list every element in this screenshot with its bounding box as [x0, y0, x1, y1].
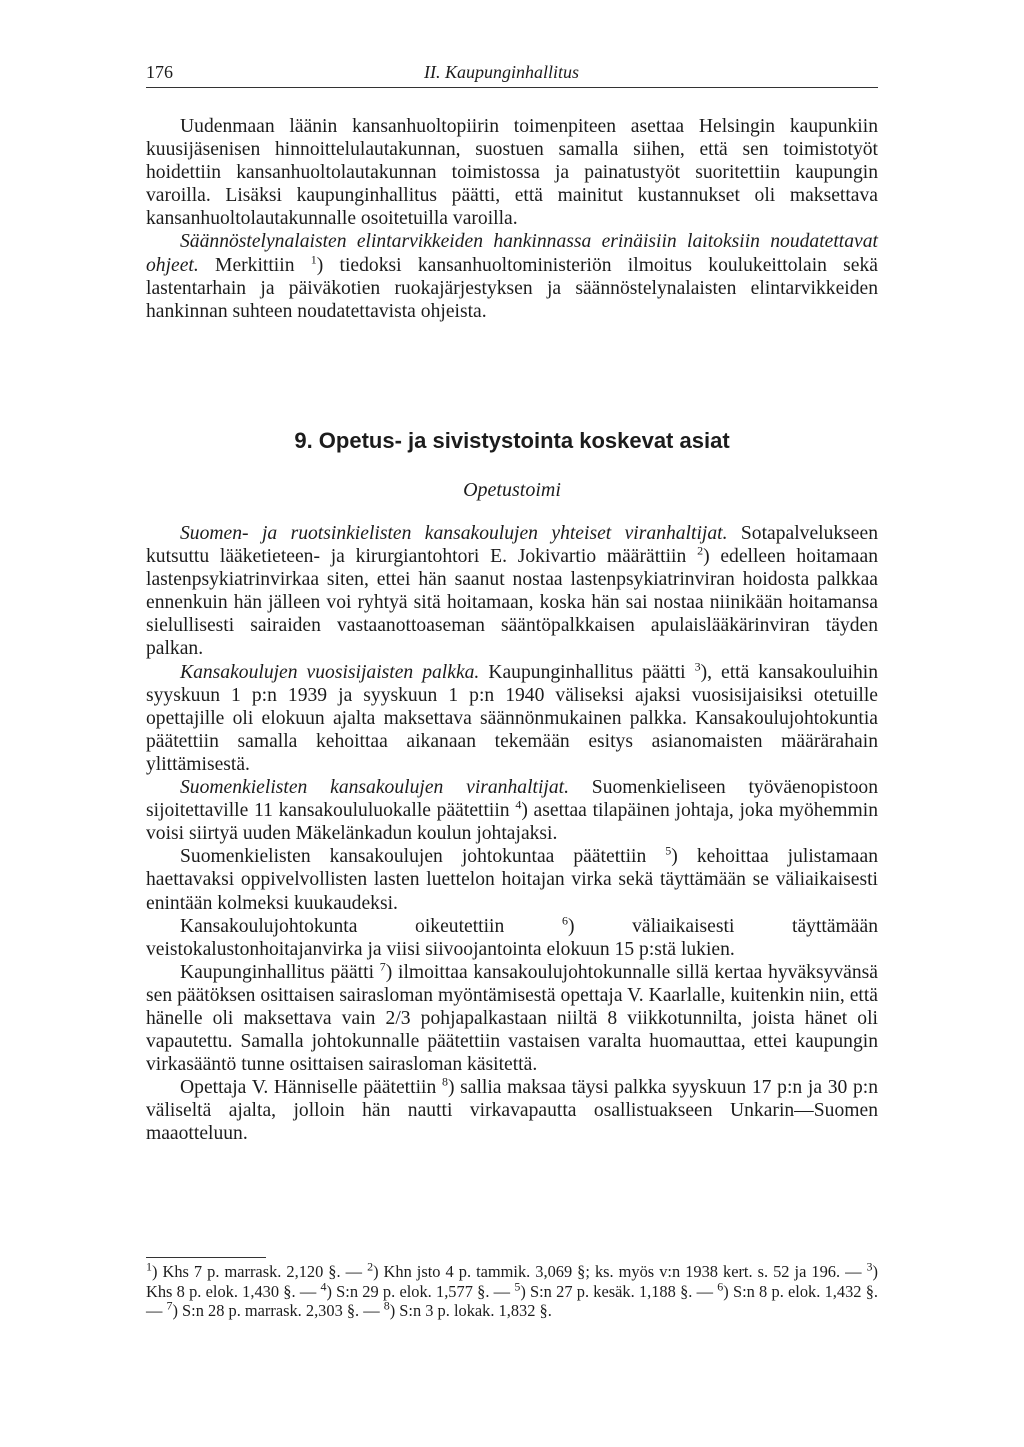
- page-number: 176: [146, 62, 173, 82]
- footnote-text: ) S:n 28 p. marrask. 2,303 §. —: [172, 1301, 384, 1320]
- paragraph-hinnoittelulautakunta: Uudenmaan läänin kansanhuoltopiirin toimenpiteen asettaa Helsingin kaupunkiin kuusijäsenisen hinnoittelulautakunnan, suostuen samalla siihen, että sen toimistotyöt hoidettiin kansanhuoltolautakunnan toimistossa ja painatustyöt suoritettiin kaupungin varoilla. Lisäksi kaupunginhallitus päätti, että mainitut kustannukset oli maksettava kansanhuoltolautakunnalle osoitetuilla varoilla.: [146, 116, 878, 230]
- footnote-text: ) S:n 27 p. kesäk. 1,188 §. —: [520, 1281, 718, 1301]
- paragraph-text: ) kehoittaa julistamaan haettavaksi oppivelvollisten lasten luettelon hoitajan virka sekä täyttämään se väliaikaisesti enintään kolmeksi kuukaudeksi.: [146, 846, 878, 914]
- paragraph-heading: Suomenkielisten kansakoulujen viranhaltijat.: [180, 777, 569, 799]
- footnote-mark: 5: [514, 1279, 521, 1294]
- footnote-ref: 3: [694, 659, 701, 674]
- paragraph-text: ) väliaikaisesti täyttämään veistokalustonhoitajanvirka ja viisi siivoojantointa elokuun 15 p:stä lukien.: [146, 915, 878, 960]
- footnote-text: ) S:n 3 p. lokak. 1,832 §.: [389, 1301, 552, 1320]
- footnote-mark: 3: [866, 1259, 873, 1274]
- paragraph-text: ) ilmoittaa kansakoulujohtokunnalle sillä kertaa hyväksyvänsä sen päätöksen osittaisen sairasloman myöntämisestä opettaja V. Kaarlalle, kuitenkin niin, että hänelle oli maksettava vain 2/3 pohjapalkastaan niiltä 8 viikkotunnilta, joista hänet oli vapautettu. Samalla johtokunnalle päätettiin vastaisen varalta huomauttaa, ettei kaupungin virkasääntö tunne osittaisen sairasloman käsitettä.: [146, 961, 878, 1076]
- footnote-divider: [146, 1257, 266, 1258]
- paragraph-text: ) edelleen hoitamaan lastenpsykiatrinvirkaa siten, ettei hän saanut nostaa lastenpsykiatrinviran hoidosta palkkaa ennenkuin hän jälleen voi ryhtyä sitä hoitamaan, koska hän sai nostaa niinikään hoitamansa sielullisesti sairaiden vastaanottoaseman sääntöpalkkaisen apulaislääkärinviran täyden palkan.: [146, 546, 878, 660]
- paragraph-text: Kansakoulujohtokunta oikeutettiin: [180, 915, 562, 937]
- paragraph-text: Opettaja V. Hänniselle päätettiin: [180, 1077, 442, 1099]
- footnote-mark: 8: [383, 1298, 390, 1313]
- footnote-mark: 1: [146, 1259, 152, 1274]
- footnote-text: ) Khn jsto 4 p. tammik. 3,069 §; ks. myös v:n 1938 kert. s. 52 ja 196. —: [373, 1262, 867, 1281]
- footnote-ref: 6: [561, 913, 568, 928]
- paragraph-text: Kaupunginhallitus päätti: [180, 961, 380, 983]
- paragraph-heading: Kansakoulujen vuosisijaisten palkka.: [180, 661, 480, 683]
- text-block-top: [146, 115, 878, 323]
- paragraph-elintarvikkeet: [146, 230, 878, 322]
- footnote-text: ) S:n 29 p. elok. 1,577 §. —: [326, 1281, 515, 1301]
- footnotes: [146, 1259, 879, 1321]
- paragraph-text: Suomenkielisten kansakoulujen johtokuntaa päätettiin: [180, 846, 666, 868]
- paragraph-viranhaltijat: [146, 522, 878, 661]
- paragraph-vuosisijaiset: [146, 661, 878, 776]
- paragraph-text: ) tiedoksi kansanhuoltoministeriön ilmoitus koulukeittolain sekä lastentarhain ja päiväkotien ruokajärjestyksen ja säännöstelynalaisten elintarvikkeiden hankinnan suhteen noudatettavista ohjeista.: [146, 254, 878, 322]
- paragraph-heading: Säännöstelynalaisten elintarvikkeiden hankinnassa erinäisiin laitoksiin noudatettavat ohjeet.: [146, 231, 878, 276]
- paragraph-text: Suomenkieliseen työväenopistoon sijoitettaville 11 kansakoululuokalle päätettiin: [146, 777, 879, 822]
- paragraph-heading: Suomen- ja ruotsinkielisten kansakoulujen yhteiset viranhaltijat.: [180, 523, 728, 544]
- footnote-text: ) Khs 8 p. elok. 1,430 §. —: [146, 1262, 879, 1301]
- footnote-ref: 2: [697, 543, 704, 558]
- text-block-main: [146, 522, 878, 1146]
- footnote-mark: 7: [166, 1298, 173, 1313]
- footnote-ref: 4: [515, 797, 522, 812]
- footnote-text: ) S:n 8 p. elok. 1,432 §. —: [146, 1281, 879, 1320]
- paragraph-hanninen: [146, 1076, 878, 1145]
- footnote-ref: 1: [310, 252, 317, 267]
- footnote-text: ) Khs 7 p. marrask. 2,120 §. —: [152, 1262, 368, 1281]
- paragraph-text: ), että kansakouluihin syyskuun 1 p:n 1939 ja syyskuun 1 p:n 1940 väliseksi ajaksi vuosisijaisiksi otetuille opettajille oli elokuun ajalta maksettava säännönmukainen palkka. Kansakoulujohtokuntia päätettiin samalla kehoittaa aikanaan tekemään esitys asianomaisten määrärahain ylittämisestä.: [146, 661, 878, 775]
- paragraph-text: ) asettaa tilapäinen johtaja, joka myöhemmin voisi siirtyä uuden Mäkelänkadun koulun johtajaksi.: [146, 800, 878, 845]
- paragraph-sairasloma: [146, 961, 878, 1076]
- subsection-title: Opetustoimi: [463, 479, 561, 501]
- footnote-mark: 6: [717, 1279, 724, 1294]
- footnote-ref: 5: [665, 843, 672, 858]
- footnote-mark: 4: [320, 1279, 327, 1294]
- page-header: [146, 62, 878, 88]
- footnote-mark: 2: [367, 1259, 374, 1274]
- footnote-ref: 8: [441, 1074, 448, 1089]
- paragraph-text: Merkittiin: [198, 254, 311, 276]
- running-title: II. Kaupunginhallitus: [424, 62, 580, 82]
- paragraph-text: ) sallia maksaa täysi palkka syyskuun 17 p:n ja 30 p:n väliseltä ajalta, jolloin hän nautti virkavapautta osallistuakseen Unkarin—Suomen maaotteluun.: [146, 1077, 878, 1145]
- footnote-ref: 7: [379, 959, 386, 974]
- paragraph-text: Kaupunginhallitus päätti: [479, 661, 695, 683]
- section-title: 9. Opetus- ja sivistystointa koskevat asiat: [294, 428, 730, 453]
- paragraph-johtokunta: [146, 845, 878, 914]
- paragraph-suomenkieliset: [146, 776, 878, 845]
- paragraph-veistokalusto: [146, 915, 878, 961]
- paragraph-text: Sotapalvelukseen kutsuttu lääketieteen- ja kirurgiantohtori E. Jokivartio määrättiin: [146, 523, 878, 568]
